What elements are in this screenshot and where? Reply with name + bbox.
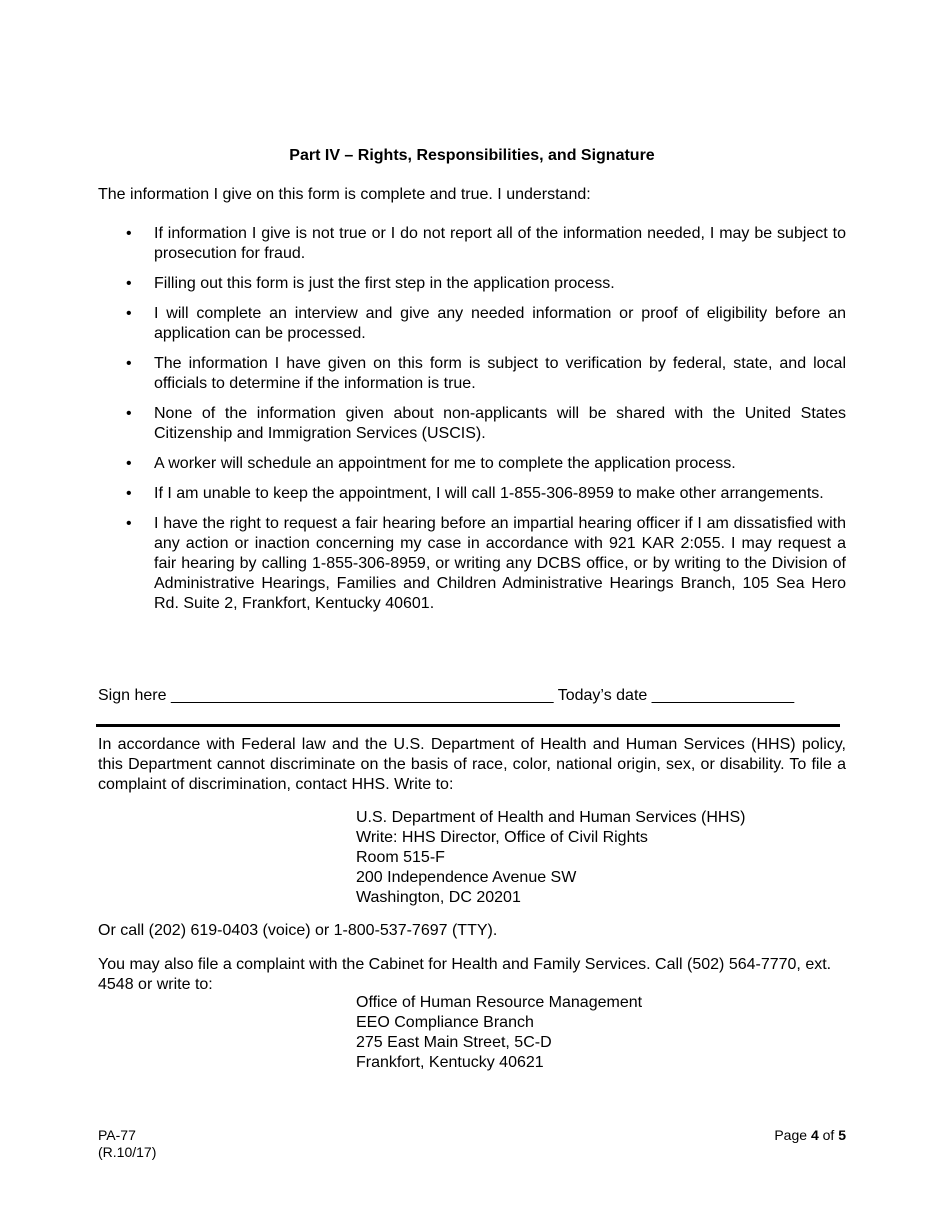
sign-here-field[interactable]: Sign here ___________________________________________ [98,687,554,704]
address-line: EEO Compliance Branch [356,1014,534,1031]
page-title: Part IV – Rights, Responsibilities, and Signature [289,147,655,164]
todays-date-field[interactable]: Today’s date ________________ [557,687,795,704]
page-word: Page [774,1127,808,1143]
nondiscrimination-text: In accordance with Federal law and the U.S. Department of Health and Human Services (HHS) policy, this Department cannot discriminate on the basis of race, color, national origin, sex, or disability. To file a complaint of discrimination, contact HHS. Write to: [98,736,846,793]
divider [96,724,840,727]
form-revision: (R.10/17) [98,1144,157,1160]
call-line: Or call (202) 619-0403 (voice) or 1-800-537-7697 (TTY). [98,922,498,939]
address-line: Write: HHS Director, Office of Civil Rights [356,829,648,846]
address-line: U.S. Department of Health and Human Services (HHS) [356,809,746,826]
list-item: • The information I have given on this form is subject to verification by federal, state, and local officials to determine if the information is true. [98,354,846,394]
address-line: Frankfort, Kentucky 40621 [356,1054,544,1071]
rights-list [98,224,846,624]
page-total: 5 [838,1127,846,1143]
cabinet-address [356,993,642,1073]
page-of: of [822,1127,835,1143]
cabinet-text: You may also file a complaint with the Cabinet for Health and Family Services. Call (502) 564-7770, ext. 4548 or write to: [98,956,832,993]
address-line: 275 East Main Street, 5C-D [356,1034,552,1051]
address-line: Office of Human Resource Management [356,994,643,1011]
address-line: Washington, DC 20201 [356,889,521,906]
list-item: • Filling out this form is just the first step in the application process. [98,274,846,294]
list-item: • A worker will schedule an appointment for me to complete the application process. [98,454,846,474]
list-item: • If information I give is not true or I do not report all of the information needed, I may be subject to prosecution for fraud. [98,224,846,264]
signature-line [98,686,846,706]
intro-text: The information I give on this form is complete and true. I understand: [98,186,591,203]
list-item: • If I am unable to keep the appointment, I will call 1-855-306-8959 to make other arrangements. [98,484,846,504]
list-item: • I will complete an interview and give any needed information or proof of eligibility before an application can be processed. [98,304,846,344]
list-item: • I have the right to request a fair hearing before an impartial hearing officer if I am dissatisfied with any action or inaction concerning my case in accordance with 921 KAR 2:055. I may request a fair hearing by calling 1-855-306-8959, or writing any DCBS office, or by writing to the Division of Administrative Hearings, Families and Children Administrative Hearings Branch, 105 Sea Hero Rd. Suite 2, Frankfort, Kentucky 40601. [98,514,846,614]
form-number: PA-77 [98,1127,136,1143]
address-line: Room 515-F [356,849,445,866]
address-line: 200 Independence Avenue SW [356,869,577,886]
form-id [98,1127,156,1161]
page-current: 4 [810,1127,819,1143]
list-item: • None of the information given about non-applicants will be shared with the United States Citizenship and Immigration Services (USCIS). [98,404,846,444]
hhs-address [356,808,745,908]
page-number [774,1127,846,1144]
